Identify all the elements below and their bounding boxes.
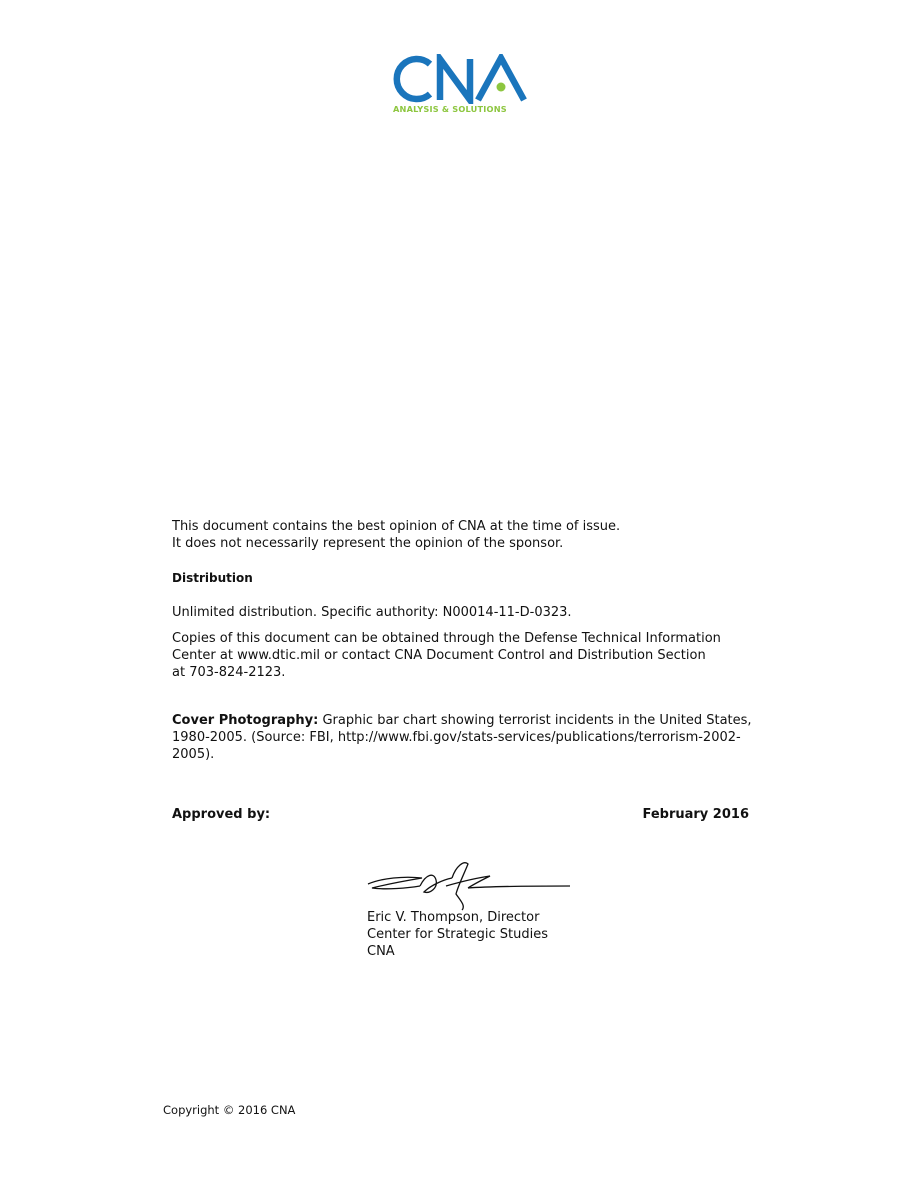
distribution-heading: Distribution [172, 571, 253, 585]
cover-photography-line-3: 2005). [172, 747, 215, 762]
signatory-center: Center for Strategic Studies [367, 927, 549, 942]
logo-tagline: ANALYSIS & SOLUTIONS [393, 104, 507, 114]
copyright-notice: Copyright © 2016 CNA [163, 1103, 296, 1117]
cna-logo [390, 54, 530, 116]
cover-photography-line-1 [172, 712, 752, 729]
cover-photography-line-2: 1980-2005. (Source: FBI, http://www.fbi.gov/stats-services/publications/terrorism-2002- [172, 730, 741, 745]
cover-photography-label: Cover Photography: [172, 713, 319, 728]
disclaimer-line-2: It does not necessarily represent the opinion of the sponsor. [172, 536, 564, 551]
handwritten-signature [364, 856, 574, 912]
signatory-name: Eric V. Thompson, Director [367, 910, 540, 925]
distribution-copies-line-3: at 703-824-2123. [172, 665, 286, 680]
cover-photography-text-1: Graphic bar chart showing terrorist incidents in the United States, [322, 713, 752, 728]
disclaimer-line-1: This document contains the best opinion of CNA at the time of issue. [172, 519, 621, 534]
cna-wordmark [390, 54, 530, 104]
approved-by-label: Approved by: [172, 807, 271, 822]
approval-date: February 2016 [642, 807, 749, 822]
signatory-org: CNA [367, 944, 395, 959]
distribution-copies-line-2: Center at www.dtic.mil or contact CNA Document Control and Distribution Section [172, 648, 706, 663]
distribution-authority: Unlimited distribution. Specific authority: N00014-11-D-0323. [172, 605, 572, 620]
distribution-copies-line-1: Copies of this document can be obtained through the Defense Technical Information [172, 631, 721, 646]
